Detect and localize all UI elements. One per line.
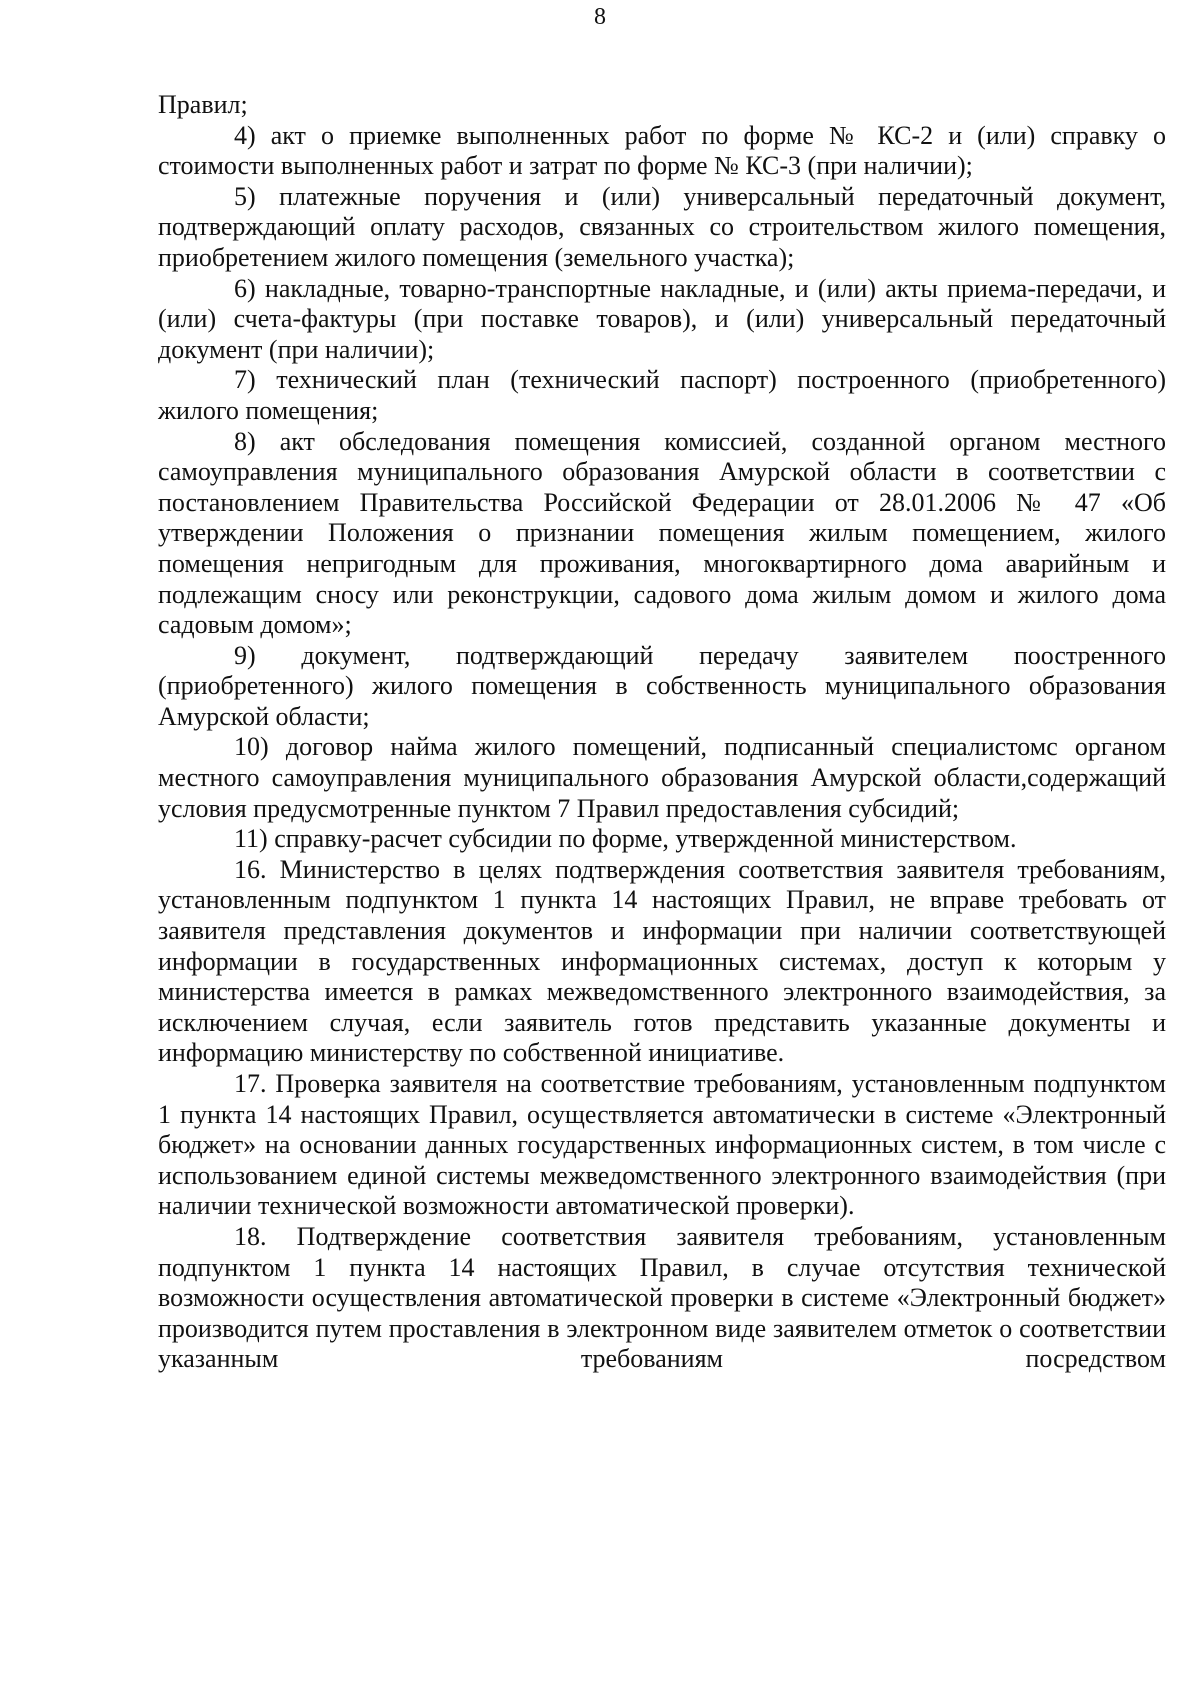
paragraph-item-11: 11) справку-расчет субсидии по форме, утвержденной министерством. [234, 824, 1017, 854]
paragraph-section-18: 18. Подтверждение соответствия заявителя требованиям, установленным подпунктом 1 пункта 14 настоящих Правил, в случае отсутствия технической возможности осуществления автоматической проверки в системе «Электронный бюджет» производится путем проставления в электронном виде заявителем отметок о соответствии указанным требованиям посредством [158, 1221, 1166, 1374]
page-number: 8 [594, 4, 606, 30]
paragraph-item-7: 7) технический план (технический паспорт) построенного (приобретенного) жилого помещения; [158, 365, 1166, 425]
document-body [158, 90, 1166, 1375]
paragraph-section-17: 17. Проверка заявителя на соответствие требованиям, установленным подпунктом 1 пункта 14 настоящих Правил, осуществляется автоматически в системе «Электронный бюджет» на основании данных государственных информационных систем, в том числе с использованием единой системы межведомственного электронного взаимодействия (при наличии технической возможности автоматической проверки). [158, 1069, 1166, 1221]
paragraph-item-8: 8) акт обследования помещения комиссией, созданной органом местного самоуправления муниципального образования Амурской области в соответствии с постановлением Правительства Российской Федерации от 28.01.2006 № 47 «Об утверждении Положения о признании помещения жилым помещением, жилого помещения непригодным для проживания, многоквартирного дома аварийным и подлежащим сносу или реконструкции, садового дома жилым домом и жилого дома садовым домом»; [158, 426, 1166, 640]
paragraph-item-6: 6) накладные, товарно-транспортные накладные, и (или) акты приема-передачи, и (или) счета-фактуры (при поставке товаров), и (или) универсальный передаточный документ (при наличии); [158, 273, 1166, 364]
paragraph-item-10: 10) договор найма жилого помещений, подписанный специалистомс органом местного самоуправления муниципального образования Амурской области,содержащий условия предусмотренные пунктом 7 Правил предоставления субсидий; [158, 732, 1166, 823]
paragraph-section-16: 16. Министерство в целях подтверждения соответствия заявителя требованиям, установленным подпунктом 1 пункта 14 настоящих Правил, не вправе требовать от заявителя представления документов и информации при наличии соответствующей информации в государственных информационных системах, доступ к которым у министерства имеется в рамках межведомственного электронного взаимодействия, за исключением случая, если заявитель готов представить указанные документы и информацию министерству по собственной инициативе. [158, 854, 1166, 1068]
paragraph-item-5: 5) платежные поручения и (или) универсальный передаточный документ, подтверждающий оплату расходов, связанных со строительством жилого помещения, приобретением жилого помещения (земельного участка); [158, 181, 1166, 272]
paragraph-continuation: Правил; [158, 90, 248, 119]
paragraph-item-4: 4) акт о приемке выполненных работ по форме № КС-2 и (или) справку о стоимости выполненных работ и затрат по форме № КС-3 (при наличии); [158, 120, 1166, 181]
paragraph-item-9: 9) документ, подтверждающий передачу заявителем поостренного (приобретенного) жилого помещения в собственность муниципального образования Амурской области; [158, 640, 1166, 731]
